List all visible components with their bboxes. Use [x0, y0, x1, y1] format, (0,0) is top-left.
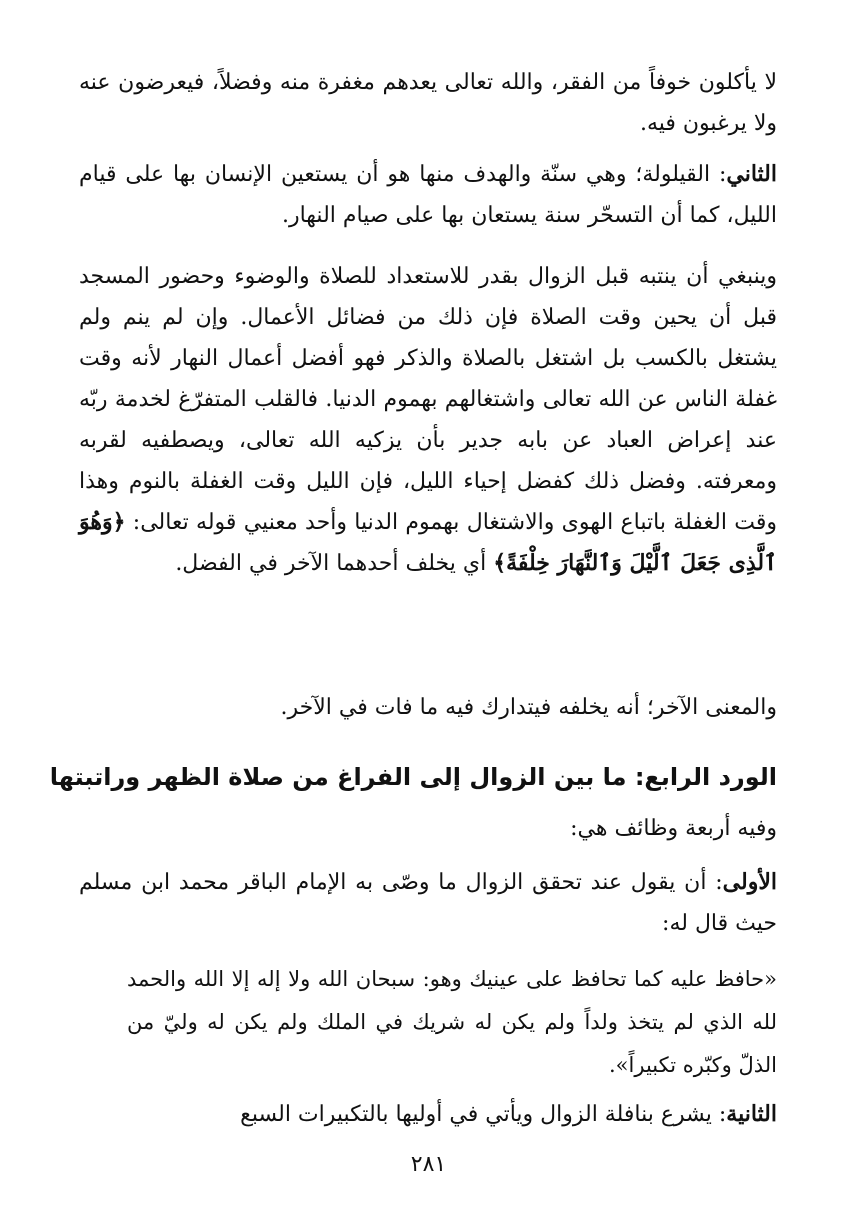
quran-verse: ﴿وَهُوَ ٱلَّذِى جَعَلَ ٱلَّيْلَ وَٱلنَّهَارَ خِلْفَةً﴾	[79, 509, 777, 576]
paragraph-1	[79, 62, 777, 144]
paragraph-7	[79, 1094, 777, 1135]
paragraph-1-text: لا يأكلون خوفاً من الفقر، والله تعالى يعدهم مغفرة منه وفضلاً، فيعرضون عنه ولا يرغبون فيه.	[79, 70, 777, 136]
section-heading: الورد الرابع: ما بين الزوال إلى الفراغ من صلاة الظهر وراتبتها	[49, 763, 777, 791]
paragraph-7-lead: الثانية	[726, 1101, 777, 1127]
page-number: ٢٨١	[410, 1152, 447, 1177]
paragraph-6-lead: الأولى	[722, 869, 777, 895]
paragraph-3-text-after: أي يخلف أحدهما الآخر في الفضل.	[175, 551, 494, 576]
paragraph-6	[79, 862, 777, 944]
paragraph-3	[79, 256, 777, 584]
quoted-dhikr	[127, 958, 777, 1087]
paragraph-4-text: والمعنى الآخر؛ أنه يخلفه فيتدارك فيه ما فات في الآخر.	[280, 695, 777, 720]
paragraph-2	[79, 154, 777, 236]
paragraph-3-text-before: وينبغي أن ينتبه قبل الزوال بقدر للاستعداد للصلاة والوضوء وحضور المسجد قبل أن يحين وقت الصلاة فإن ذلك من فضائل الأعمال. وإن لم ينم ولم يشتغل بالكسب بل اشتغل بالصلاة والذكر فهو أفضل أعمال النهار لأنه وقت غفلة الناس عن الله تعالى واشتغالهم بهموم الدنيا. فالقلب المتفرّغ لخدمة ربّه عند إعراض العباد عن بابه جدير بأن يزكيه الله تعالى، ويصطفيه لقربه ومعرفته. وفضل ذلك كفضل إحياء الليل، فإن الليل وقت الغفلة بالنوم وهذا وقت الغفلة باتباع الهوى والاشتغال بهموم الدنيا وأحد معنيي قوله تعالى:	[79, 264, 777, 535]
paragraph-5-text: وفيه أربعة وظائف هي:	[570, 816, 777, 841]
paragraph-7-text: : يشرع بنافلة الزوال ويأتي في أوليها بالتكبيرات السبع	[240, 1102, 727, 1127]
paragraph-4	[79, 687, 777, 728]
paragraph-6-text: : أن يقول عند تحقق الزوال ما وصّى به الإمام الباقر محمد ابن مسلم حيث قال له:	[79, 870, 777, 936]
paragraph-5	[79, 808, 777, 849]
quoted-dhikr-text: «حافظ عليه كما تحافظ على عينيك وهو: سبحان الله ولا إله إلا الله والحمد لله الذي لم يتخذ ولداً ولم يكن له شريك في الملك ولم يكن له وليّ من الذلّ وكبّره تكبيراً».	[127, 967, 777, 1077]
paragraph-2-lead: الثاني	[726, 161, 777, 187]
paragraph-2-text: : القيلولة؛ وهي سنّة والهدف منها هو أن يستعين الإنسان بها على قيام الليل، كما أن التسحّر سنة يستعان بها على صيام النهار.	[79, 162, 777, 228]
